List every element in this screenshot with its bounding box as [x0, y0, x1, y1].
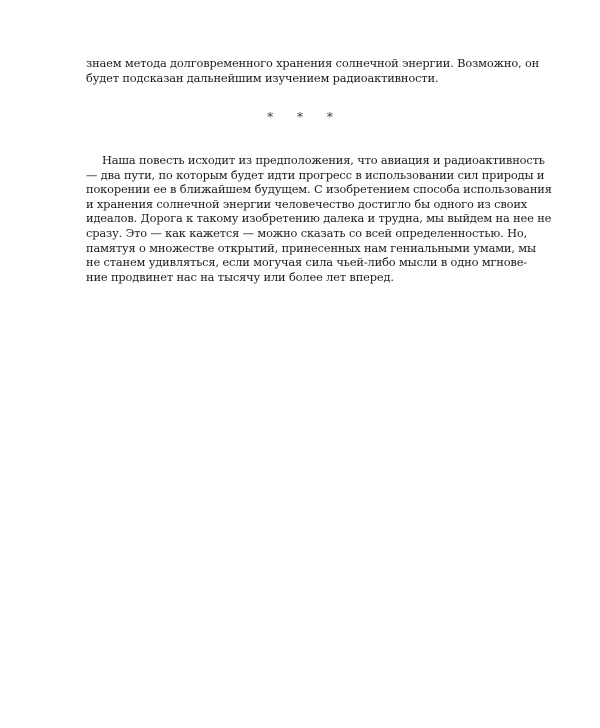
document-page [86, 56, 552, 284]
text-line: ние продвинет нас на тысячу или более лет вперед. [86, 269, 394, 284]
text-line: знаем метода долговременного хранения солнечной энергии. Возможно, он [86, 56, 540, 70]
paragraph-2 [86, 153, 552, 284]
text-line: сразу. Это — как кажется — можно сказать со всей определенностью. Но, [86, 225, 528, 240]
text-line: памятуя о множестве открытий, принесенных нам гениальными умами, мы [86, 240, 536, 255]
text-line: покорении ее в ближайшем будущем. С изобретением способа использования [86, 182, 552, 197]
asterisk: * [326, 110, 333, 124]
section-separator [0, 110, 600, 124]
text-line: — два пути, по которым будет идти прогресс в использовании сил природы и [86, 167, 545, 182]
asterisk: * [267, 110, 274, 124]
text-line: не станем удивляться, если могучая сила чьей-либо мысли в одно мгнове- [86, 255, 527, 270]
text-line: и хранения солнечной энергии человечество достигло бы одного из своих [86, 196, 528, 211]
text-line: Наша повесть исходит из предположения, что авиация и радиоактивность [102, 153, 545, 167]
text-line: идеалов. Дорога к такому изобретению далека и трудна, мы выйдем на нее не [86, 211, 552, 226]
text-line: будет подсказан дальнейшим изучением радиоактивности. [86, 70, 439, 85]
paragraph-1 [86, 56, 540, 85]
asterisk: * [297, 110, 303, 124]
